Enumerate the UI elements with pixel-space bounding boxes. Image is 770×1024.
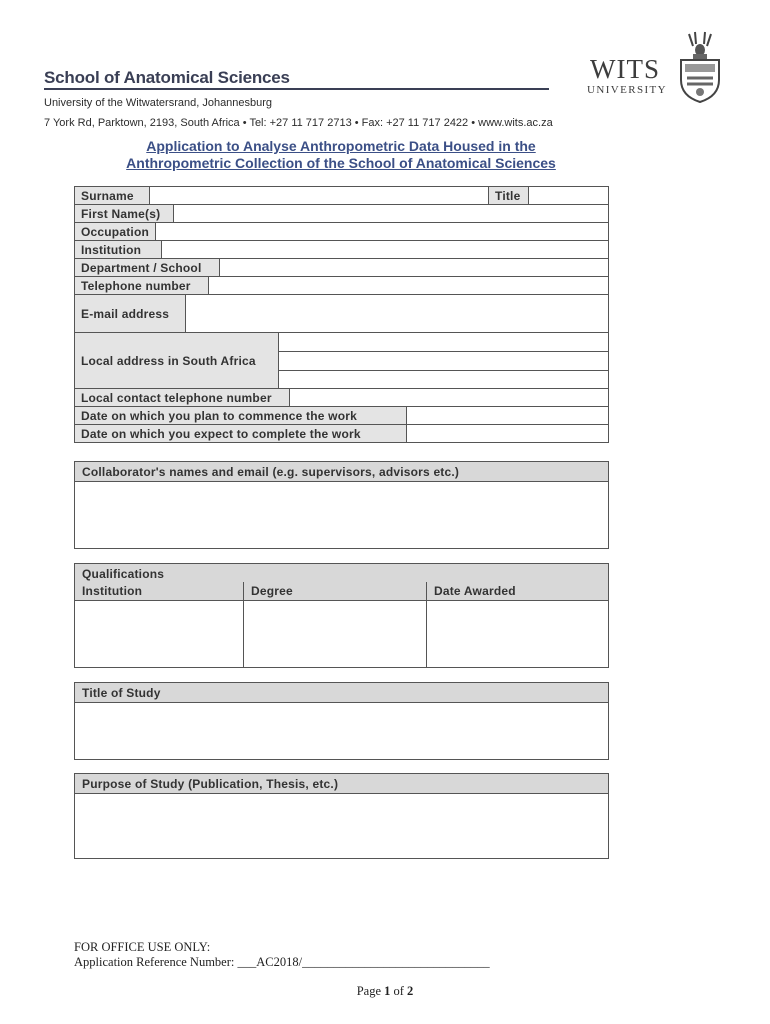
- purpose-of-study-heading: Purpose of Study (Publication, Thesis, etc.): [74, 773, 609, 794]
- telephone-field[interactable]: [208, 276, 609, 295]
- local-phone-label: Local contact telephone number: [74, 388, 290, 407]
- qualifications-institution-field[interactable]: [74, 600, 244, 668]
- end-date-field[interactable]: [406, 424, 609, 443]
- page-word: Page: [356, 984, 381, 998]
- first-names-label: First Name(s): [74, 204, 174, 223]
- collaborators-field[interactable]: [74, 481, 609, 549]
- contact-line: 7 York Rd, Parktown, 2193, South Africa • Tel: +27 11 717 2713 • Fax: +27 11 717 2422 • www.wits.ac.za: [44, 117, 553, 129]
- title-label: Title: [488, 186, 529, 205]
- local-address-line-2[interactable]: [278, 351, 609, 371]
- department-field[interactable]: [219, 258, 609, 277]
- qualifications-heading: Qualifications: [74, 563, 609, 583]
- occupation-field[interactable]: [155, 222, 609, 241]
- school-name: School of Anatomical Sciences: [44, 68, 290, 87]
- reference-number-label: Application Reference Number:: [74, 955, 235, 969]
- qualifications-col-date-awarded: Date Awarded: [426, 582, 609, 601]
- telephone-label: Telephone number: [74, 276, 209, 295]
- first-names-field[interactable]: [173, 204, 609, 223]
- page-of: of: [393, 984, 404, 998]
- email-label: E-mail address: [74, 294, 186, 333]
- purpose-of-study-field[interactable]: [74, 793, 609, 859]
- local-address-line-1[interactable]: [278, 332, 609, 352]
- university-line: University of the Witwatersrand, Johannesburg: [44, 97, 273, 109]
- logo-wordmark: WITS: [590, 54, 660, 84]
- department-label: Department / School: [74, 258, 220, 277]
- document-title-line-2: Anthropometric Collection of the School of Anatomical Sciences: [126, 155, 556, 171]
- document-title: [74, 138, 608, 172]
- start-date-label: Date on which you plan to commence the work: [74, 406, 407, 425]
- title-of-study-field[interactable]: [74, 702, 609, 760]
- page-total: 2: [407, 984, 414, 998]
- surname-label: Surname: [74, 186, 150, 205]
- title-of-study-heading: Title of Study: [74, 682, 609, 703]
- title-field[interactable]: [528, 186, 609, 205]
- start-date-field[interactable]: [406, 406, 609, 425]
- local-address-line-3[interactable]: [278, 370, 609, 389]
- occupation-label: Occupation: [74, 222, 156, 241]
- reference-number-line: [74, 955, 490, 970]
- collaborators-heading: Collaborator's names and email (e.g. supervisors, advisors etc.): [74, 461, 609, 482]
- header-divider: [44, 88, 549, 90]
- end-date-label: Date on which you expect to complete the work: [74, 424, 407, 443]
- page-current: 1: [384, 984, 391, 998]
- email-field[interactable]: [185, 294, 609, 333]
- logo-subtitle: UNIVERSITY: [587, 84, 667, 96]
- local-address-label: Local address in South Africa: [74, 332, 279, 389]
- qualifications-col-institution: Institution: [74, 582, 244, 601]
- university-crest-icon: [675, 30, 725, 109]
- office-use-block: [74, 940, 490, 970]
- qualifications-col-degree: Degree: [243, 582, 427, 601]
- institution-field[interactable]: [161, 240, 609, 259]
- surname-field[interactable]: [149, 186, 489, 205]
- office-use-label: FOR OFFICE USE ONLY:: [74, 940, 211, 954]
- qualifications-degree-field[interactable]: [243, 600, 427, 668]
- institution-label: Institution: [74, 240, 162, 259]
- page-number: [0, 984, 770, 999]
- qualifications-date-field[interactable]: [426, 600, 609, 668]
- reference-number-field[interactable]: ___AC2018/______________________________: [237, 955, 490, 969]
- document-title-line-1: Application to Analyse Anthropometric Data Housed in the: [146, 138, 536, 154]
- local-phone-field[interactable]: [289, 388, 609, 407]
